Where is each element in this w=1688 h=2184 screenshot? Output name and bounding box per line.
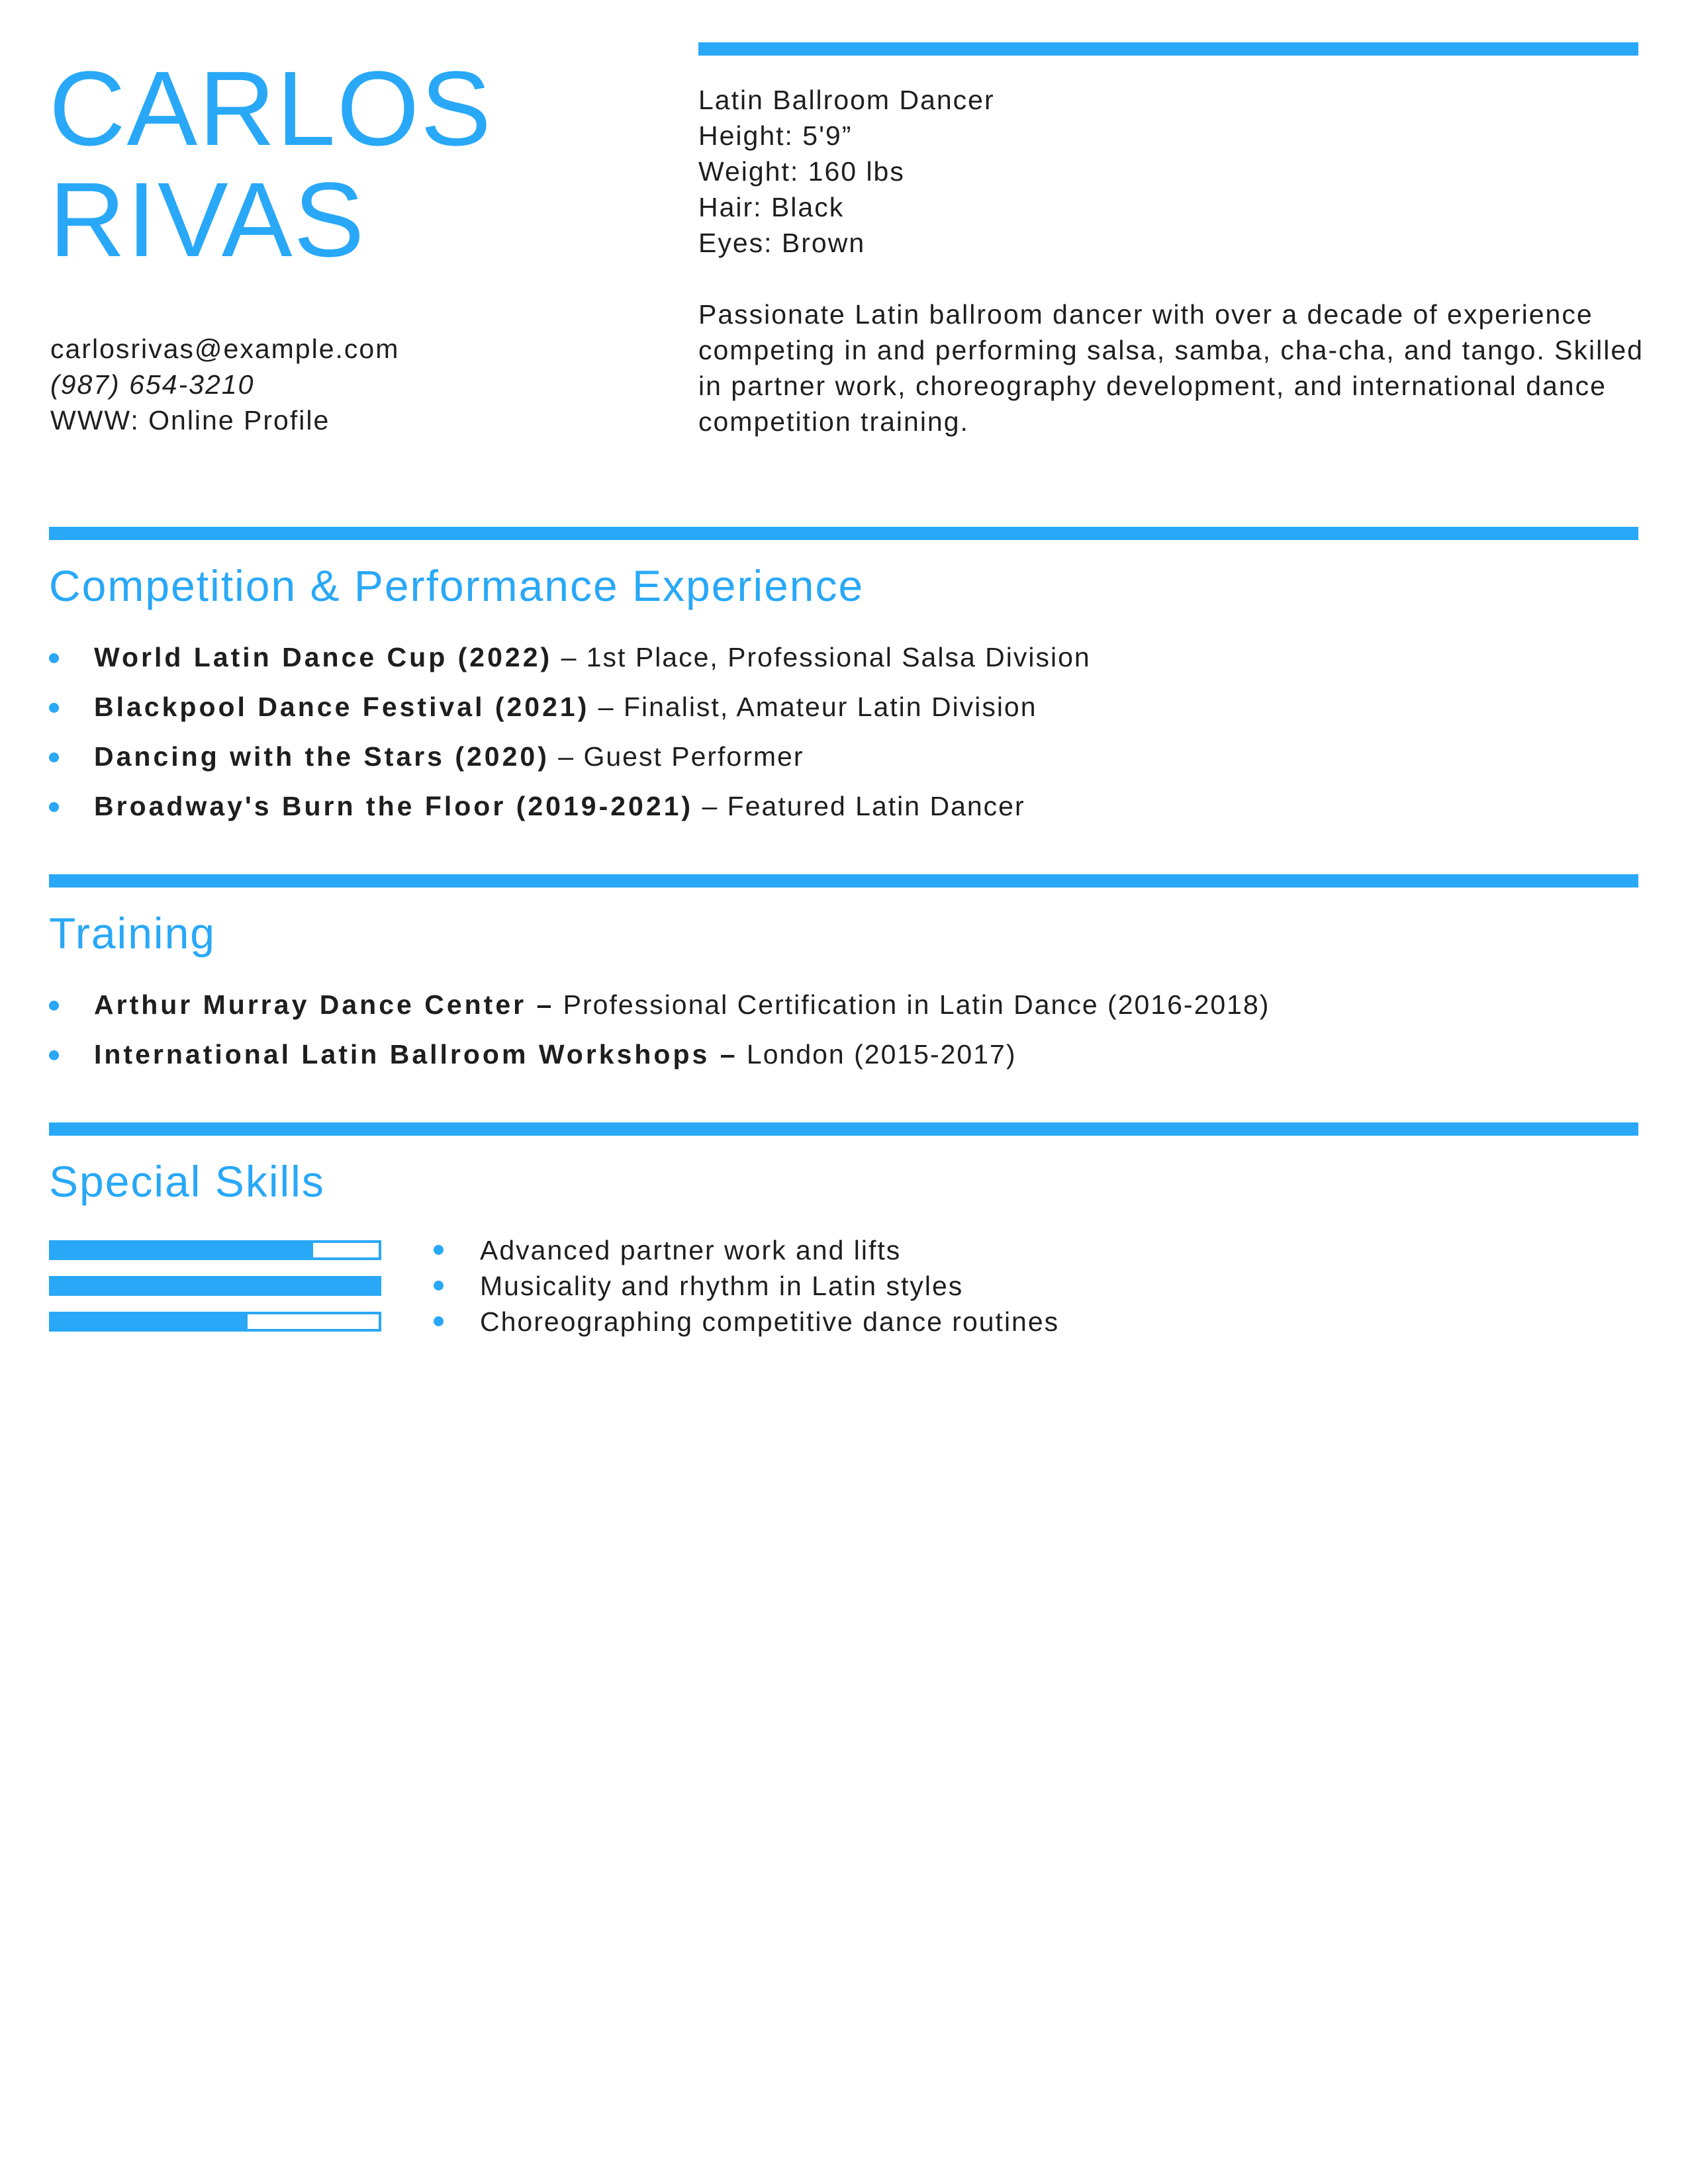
bullet-icon: [49, 752, 59, 762]
item-name: Dancing with the Stars (2020): [94, 741, 549, 772]
item-detail: Professional Certification in Latin Dance (2016-2018): [554, 989, 1270, 1020]
list-item: [49, 786, 1091, 836]
skills-list: [434, 1232, 1059, 1340]
first-name: CARLOS: [49, 49, 492, 167]
eyes-attribute: Eyes: Brown: [698, 228, 866, 258]
skill-label: Advanced partner work and lifts: [480, 1235, 902, 1265]
bullet-icon: [434, 1245, 444, 1255]
skill-label: Choreographing competitive dance routines: [480, 1306, 1060, 1337]
bullet-icon: [434, 1316, 444, 1326]
bullet-icon: [49, 802, 59, 812]
item-detail: – Featured Latin Dancer: [693, 791, 1025, 821]
weight-attribute: Weight: 160 lbs: [698, 156, 905, 187]
bullet-icon: [434, 1281, 444, 1291]
skill-meter: [49, 1240, 381, 1260]
skill-meter-fill: [52, 1279, 379, 1293]
skill-meter-fill: [52, 1243, 313, 1257]
profile-details: [698, 82, 1645, 439]
list-item: [49, 985, 1270, 1034]
skills-heading: Special Skills: [49, 1157, 325, 1206]
height-attribute: Height: 5'9”: [698, 120, 853, 151]
training-divider: [49, 874, 1638, 887]
list-item: [434, 1232, 1059, 1268]
item-name: International Latin Ballroom Workshops –: [94, 1039, 738, 1069]
top-divider: [698, 42, 1638, 56]
list-item: [49, 687, 1091, 737]
contact-info: [50, 331, 399, 438]
item-detail: – 1st Place, Professional Salsa Division: [552, 642, 1091, 672]
skill-meter: [49, 1276, 381, 1296]
experience-heading: Competition & Performance Experience: [49, 561, 865, 610]
item-detail: – Guest Performer: [549, 741, 804, 772]
item-name: Blackpool Dance Festival (2021): [94, 692, 590, 722]
hair-attribute: Hair: Black: [698, 192, 845, 222]
last-name: RIVAS: [49, 160, 366, 279]
bullet-icon: [49, 1050, 59, 1060]
job-title: Latin Ballroom Dancer: [698, 85, 995, 115]
list-item: [49, 637, 1091, 687]
online-profile-link[interactable]: WWW: Online Profile: [50, 405, 330, 435]
skill-meter: [49, 1312, 381, 1332]
list-item: [49, 737, 1091, 786]
item-detail: London (2015-2017): [737, 1039, 1017, 1069]
bullet-icon: [49, 1001, 59, 1011]
item-name: Arthur Murray Dance Center –: [94, 989, 555, 1020]
profile-summary: Passionate Latin ballroom dancer with over a decade of experience competing in and performing salsa, samba, cha-cha, and tango. Skilled in partner work, choreography development, and international dance competition training.: [698, 299, 1644, 437]
item-name: Broadway's Burn the Floor (2019-2021): [94, 791, 694, 821]
bullet-icon: [49, 653, 59, 663]
phone-number: (987) 654-3210: [50, 369, 255, 400]
experience-list: [49, 637, 1091, 836]
training-heading: Training: [49, 909, 216, 958]
bullet-icon: [49, 703, 59, 713]
item-detail: – Finalist, Amateur Latin Division: [589, 692, 1037, 722]
skill-label: Musicality and rhythm in Latin styles: [480, 1271, 964, 1301]
list-item: [49, 1034, 1270, 1084]
email-link[interactable]: carlosrivas@example.com: [50, 334, 400, 364]
candidate-name: [49, 49, 492, 279]
skills-divider: [49, 1122, 1638, 1136]
list-item: [434, 1268, 1059, 1304]
skill-meters: [49, 1240, 381, 1347]
skill-meter-fill: [52, 1314, 248, 1329]
experience-divider: [49, 527, 1638, 540]
training-list: [49, 985, 1270, 1084]
item-name: World Latin Dance Cup (2022): [94, 642, 553, 672]
list-item: [434, 1304, 1059, 1340]
